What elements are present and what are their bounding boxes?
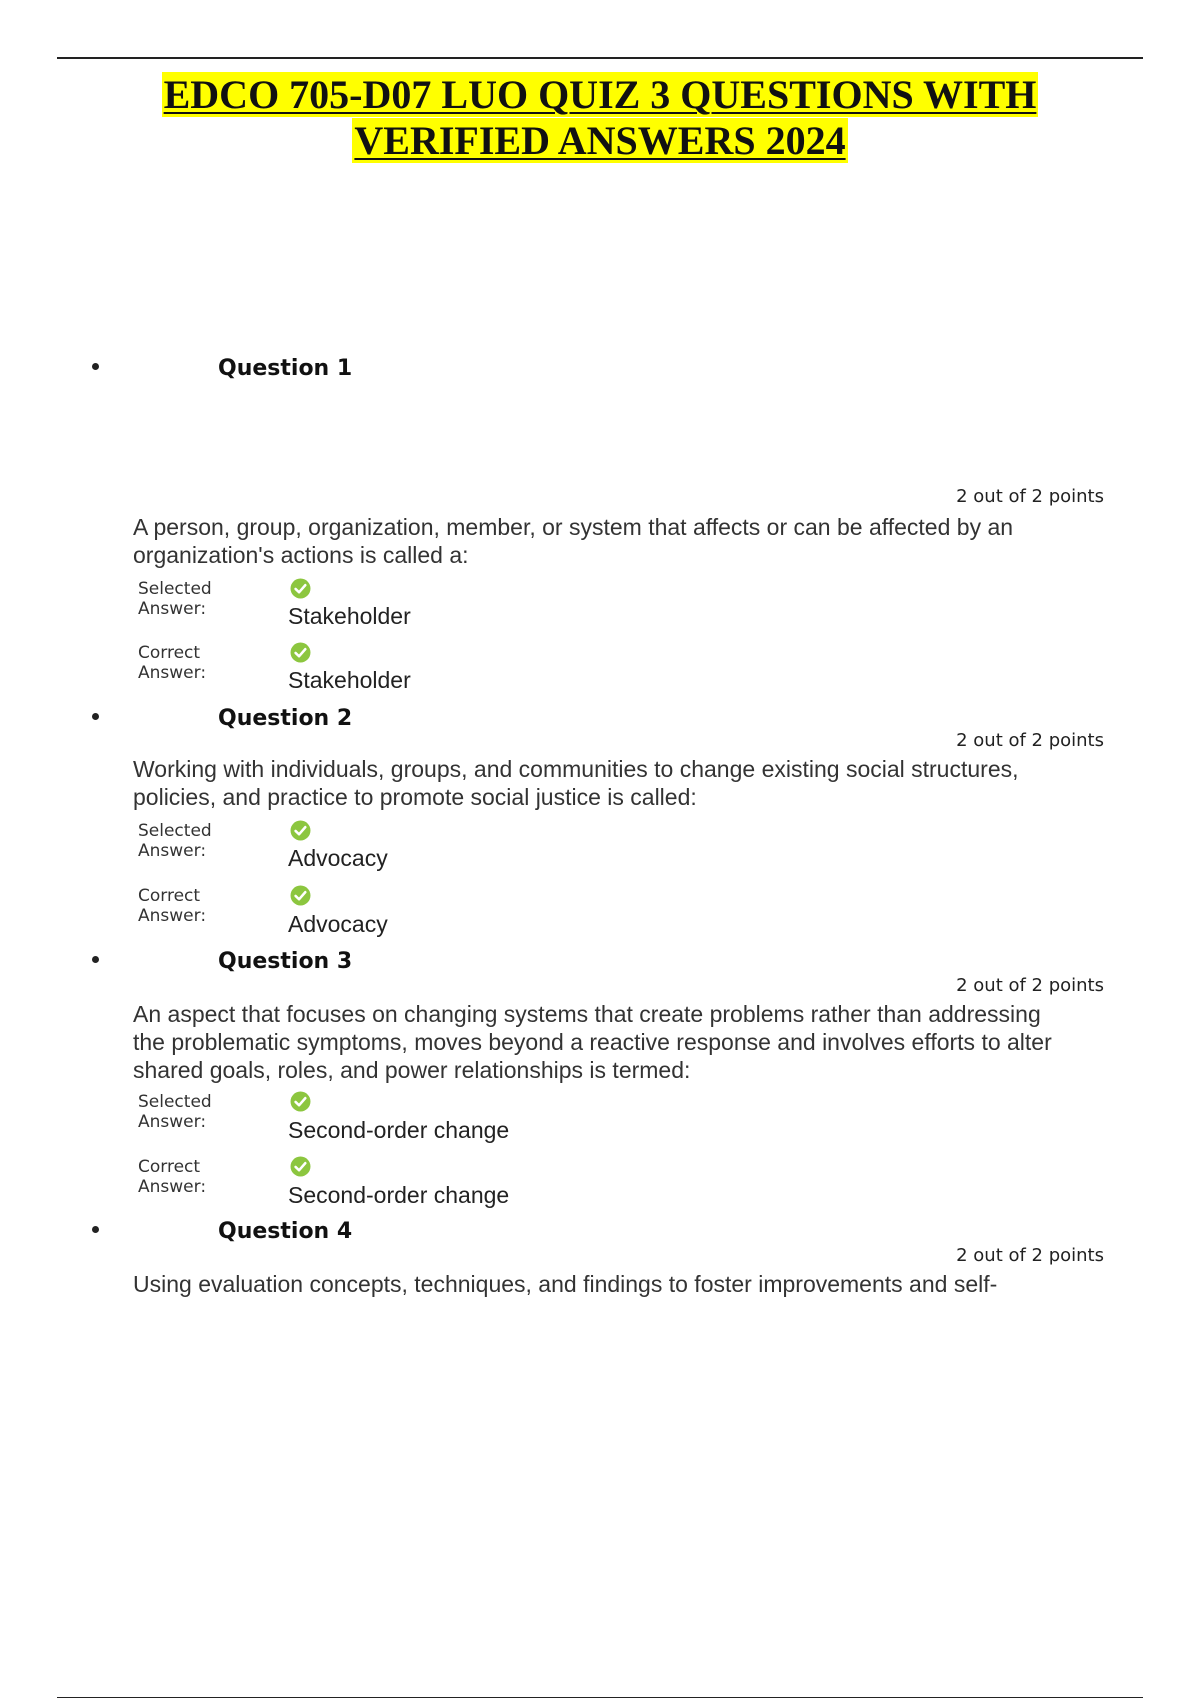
check-icon: [290, 820, 311, 841]
check-icon: [290, 1091, 311, 1112]
question-title: Question 4: [218, 1219, 353, 1244]
points-score: 2 out of 2 points: [956, 975, 1104, 996]
selected-answer-label: Selected Answer:: [138, 579, 212, 619]
check-icon: [290, 1156, 311, 1177]
points-score: 2 out of 2 points: [956, 1245, 1104, 1266]
question-text: Working with individuals, groups, and communities to change existing social structures, policies, and practice to promote social justice is called:: [133, 756, 1019, 810]
bullet-icon: [92, 363, 99, 370]
points-score: 2 out of 2 points: [956, 486, 1104, 507]
bullet-icon: [92, 1226, 99, 1233]
document-title: [0, 72, 1200, 164]
check-icon: [290, 885, 311, 906]
correct-answer-label: Correct Answer:: [138, 643, 207, 683]
selected-answer-label: Selected Answer:: [138, 821, 212, 861]
bullet-icon: [92, 713, 99, 720]
question-title: Question 3: [218, 949, 353, 974]
correct-answer-value: Stakeholder: [288, 667, 411, 693]
correct-answer-value: Second-order change: [288, 1182, 510, 1208]
selected-answer-value: Advocacy: [288, 845, 388, 871]
question-title: Question 1: [218, 356, 353, 381]
top-rule: [57, 57, 1143, 59]
correct-answer-value: Advocacy: [288, 911, 388, 937]
question-title: Question 2: [218, 706, 353, 731]
selected-answer-label: Selected Answer:: [138, 1092, 212, 1132]
check-icon: [290, 578, 311, 599]
selected-answer-value: Second-order change: [288, 1117, 510, 1143]
bullet-icon: [92, 956, 99, 963]
selected-answer-value: Stakeholder: [288, 603, 411, 629]
question-text: Using evaluation concepts, techniques, and findings to foster improvements and self-: [133, 1271, 998, 1297]
check-icon: [290, 642, 311, 663]
correct-answer-label: Correct Answer:: [138, 1157, 207, 1197]
bottom-rule: [57, 1697, 1143, 1698]
correct-answer-label: Correct Answer:: [138, 886, 207, 926]
title-line-2: VERIFIED ANSWERS 2024: [354, 118, 846, 163]
title-line-1: EDCO 705-D07 LUO QUIZ 3 QUESTIONS WITH: [163, 72, 1037, 117]
question-text: A person, group, organization, member, or system that affects or can be affected by an organization's actions is called a:: [133, 514, 1014, 568]
question-text: An aspect that focuses on changing systems that create problems rather than addressing the problematic symptoms, moves beyond a reactive response and involves efforts to alter shared goals, roles, and power relationships is termed:: [133, 1001, 1052, 1083]
points-score: 2 out of 2 points: [956, 730, 1104, 751]
